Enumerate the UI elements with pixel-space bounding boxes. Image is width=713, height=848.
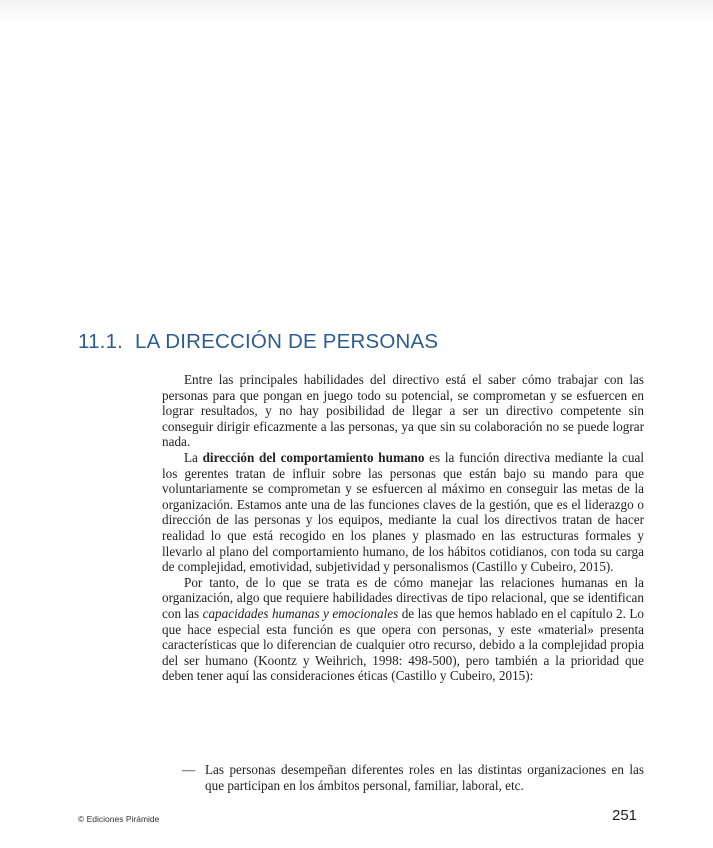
paragraph-3-rest: de las que hemos hablado en el capítulo 2. Lo que hace especial esta función es que opera con personas, y este «material» presenta características que lo diferencian de cualquier otro recurso, debido a la complejidad propia del ser humano (Koontz y Weihrich, 1998: 498-500), pero también a la prioridad que deben tener aquí las consideraciones éticas (Castillo y Cubeiro, 2015):	[162, 605, 644, 684]
publisher-credit: © Ediciones Pirámide	[78, 814, 160, 824]
section-title: LA DIRECCIÓN DE PERSONAS	[135, 330, 439, 353]
bullet-dash: —	[182, 762, 196, 777]
body-text	[162, 372, 644, 684]
paragraph-2-lead: La	[184, 449, 203, 465]
paragraph-2-rest: es la función directiva mediante la cual los gerentes tratan de influir sobre las personas que están bajo su mando para que voluntariamente se comprometan y se esfuercen al máximo en conseguir las metas de la organización. Estamos ante una de las funciones claves de la gestión, que es el liderazgo o dirección de las personas y los equipos, mediante la cual los directivos tratan de hacer realidad lo que está recogido en los planes y plasmado en las estructuras formales y llevarlo al plano del comportamiento humano, de los hábitos cotidianos, con toda su carga de complejidad, emotividad, subjetividad y personalismos (Castillo y Cubeiro, 2015).	[162, 449, 644, 575]
section-number: 11.1.	[78, 330, 124, 353]
paragraph-2	[162, 450, 644, 575]
viewer-top-bar	[0, 0, 713, 22]
paragraph-3	[162, 575, 644, 684]
paragraph-3-lead: Por tanto, de lo que se trata es de cómo manejar las relaciones humanas en la organización, algo que requiere habilidades directivas de tipo relacional, que se identifican con las	[162, 574, 644, 621]
bullet-text: Las personas desempeñan diferentes roles en las distintas organizaciones en las que participan en los ámbitos personal, familiar, laboral, etc.	[205, 762, 644, 793]
paragraph-3-italic-term: capacidades humanas y emocionales	[202, 605, 399, 621]
section-heading	[78, 330, 638, 354]
paragraph-2-bold-term: dirección del comportamiento humano	[202, 449, 425, 465]
paragraph-1: Entre las principales habilidades del directivo está el saber cómo trabajar con las personas para que pongan en juego todo su potencial, se comprometan y se esfuercen en lograr resultados, y no hay posibilidad de llegar a ser un directivo competente sin conseguir dirigir eficazmente a las personas, ya que sin su colaboración no se puede lograr nada.	[162, 372, 644, 450]
page-number: 251	[612, 807, 638, 824]
bullet-item	[182, 762, 644, 793]
